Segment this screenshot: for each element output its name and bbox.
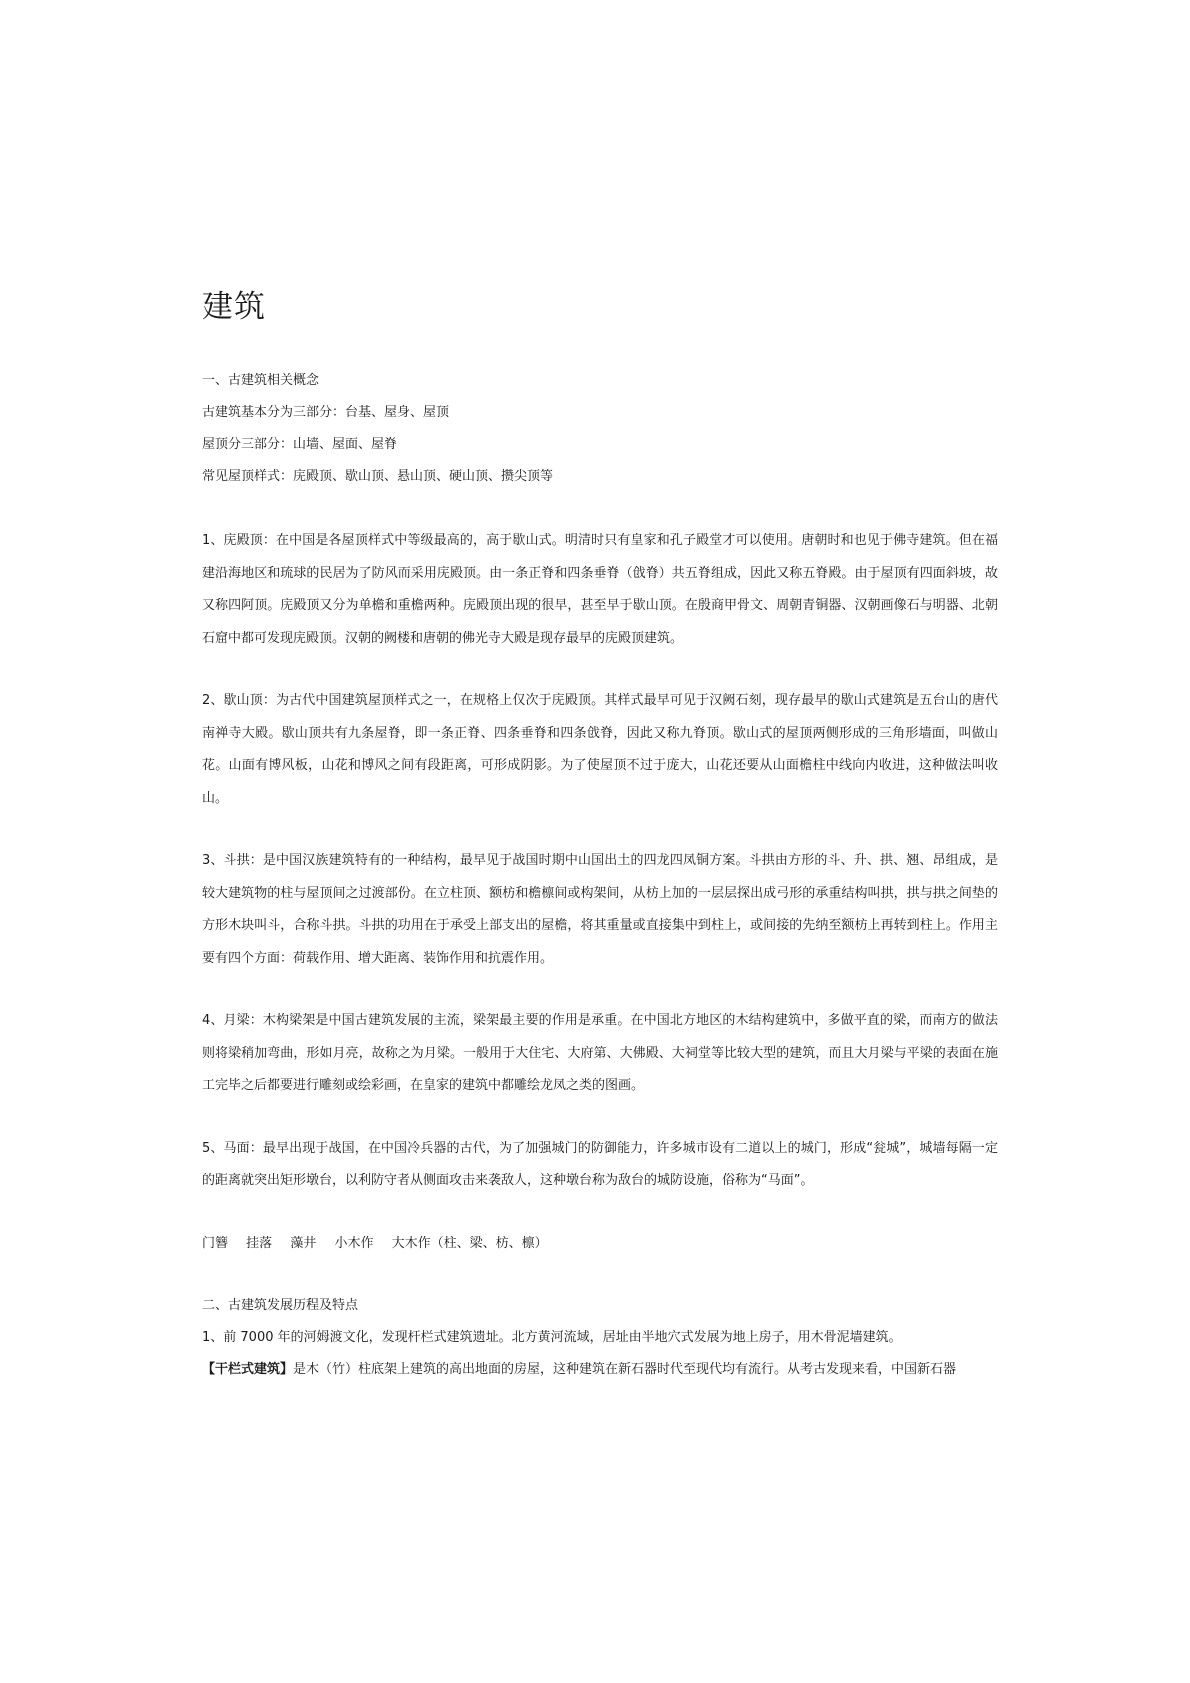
term-item: 挂落: [246, 1235, 273, 1251]
page-title: 建筑: [202, 289, 266, 325]
paragraph-mamian: 5、马面：最早出现于战国，在中国冷兵器的古代，为了加强城门的防御能力，许多城市设有二道以上的城门，形成“瓮城”，城墙每隔一定的距离就突出矩形墩台，以利防守者从侧面攻击来袭敌人，这种墩台称为敌台的城防设施，俗称为“马面”。: [202, 1140, 998, 1188]
term-item: 大木作（柱、梁、枋、檩）: [391, 1235, 548, 1251]
section-heading: 一、古建筑相关概念: [202, 373, 320, 388]
spacer: [202, 975, 998, 1005]
spacer: [202, 1198, 998, 1228]
concept-line: 古建筑基本分为三部分：台基、屋身、屋顶: [202, 405, 450, 420]
term-item: 门簪: [202, 1235, 229, 1251]
spacer: [202, 1260, 998, 1290]
section-heading: 二、古建筑发展历程及特点: [202, 1297, 359, 1313]
paragraph-xieshan-roof: 2、歇山顶：为古代中国建筑屋顶样式之一，在规格上仅次于庑殿顶。其样式最早可见于汉阙石刻，现存最早的歇山式建筑是五台山的唐代南禅寺大殿。歇山顶共有九条屋脊，即一条正脊、四条垂脊和四条戗脊，因此又称九脊顶。歇山式的屋顶两侧形成的三角形墙面，叫做山花。山面有博风板，山花和博风之间有段距离，可形成阴影。为了使屋顶不过于庞大，山花还要从山面檐柱中线向内收进，这种做法叫收山。: [202, 693, 998, 806]
term-bold: 【干栏式建筑】: [202, 1361, 294, 1377]
paragraph-wudian-roof: 1、庑殿顶：在中国是各屋顶样式中等级最高的，高于歇山式。明清时只有皇家和孔子殿堂才可以使用。唐朝时和也见于佛寺建筑。但在福建沿海地区和琉球的民居为了防风而采用庑殿顶。由一条正脊和四条垂脊（戗脊）共五脊组成，因此又称五脊殿。由于屋顶有四面斜坡，故又称四阿顶。庑殿顶又分为单檐和重檐两种。庑殿顶出现的很早，甚至早于歇山顶。在殷商甲骨文、周朝青铜器、汉朝画像石与明器、北朝石窟中都可发现庑殿顶。汉朝的阙楼和唐朝的佛光寺大殿是现存最早的庑殿顶建筑。: [202, 533, 998, 646]
concept-line: 常见屋顶样式：庑殿顶、歇山顶、悬山顶、硬山顶、攒尖顶等: [202, 469, 554, 484]
term-text: 是木（竹）柱底架上建筑的高出地面的房屋，这种建筑在新石器时代至现代均有流行。从考古发现来看，中国新石器: [293, 1361, 957, 1377]
paragraph-yueliang: 4、月梁：木构梁架是中国古建筑发展的主流，梁架最主要的作用是承重。在中国北方地区的木结构建筑中，多做平直的梁，而南方的做法则将梁稍加弯曲，形如月亮，故称之为月梁。一般用于大住宅、大府第、大佛殿、大祠堂等比较大型的建筑，而且大月梁与平梁的表面在施工完毕之后都要进行雕刻或绘彩画，在皇家的建筑中都雕绘龙凤之类的图画。: [202, 1013, 998, 1093]
terms-list: [202, 1228, 998, 1260]
spacer: [202, 493, 998, 525]
concept-line: 屋顶分三部分：山墙、屋面、屋脊: [202, 437, 398, 452]
spacer: [202, 815, 998, 845]
term-item: 藻井: [290, 1235, 317, 1251]
ganlan-definition: [202, 1354, 998, 1386]
paragraph-dougong: 3、斗拱：是中国汉族建筑特有的一种结构，最早见于战国时期中山国出土的四龙四凤铜方案。斗拱由方形的斗、升、拱、翘、昂组成，是较大建筑物的柱与屋顶间之过渡部份。在立柱顶、额枋和檐檩间或构架间，从枋上加的一层层探出成弓形的承重结构叫拱，拱与拱之间垫的方形木块叫斗，合称斗拱。斗拱的功用在于承受上部支出的屋檐，将其重量或直接集中到柱上，或间接的先纳至额枋上再转到柱上。作用主要有四个方面：荷载作用、增大距离、装饰作用和抗震作用。: [202, 853, 998, 966]
history-line: 1、前 7000 年的河姆渡文化，发现杆栏式建筑遗址。北方黄河流域，居址由半地穴式发展为地上房子，用木骨泥墙建筑。: [202, 1329, 902, 1345]
spacer: [202, 655, 998, 685]
term-item: 小木作: [334, 1235, 374, 1251]
spacer: [202, 1103, 998, 1133]
